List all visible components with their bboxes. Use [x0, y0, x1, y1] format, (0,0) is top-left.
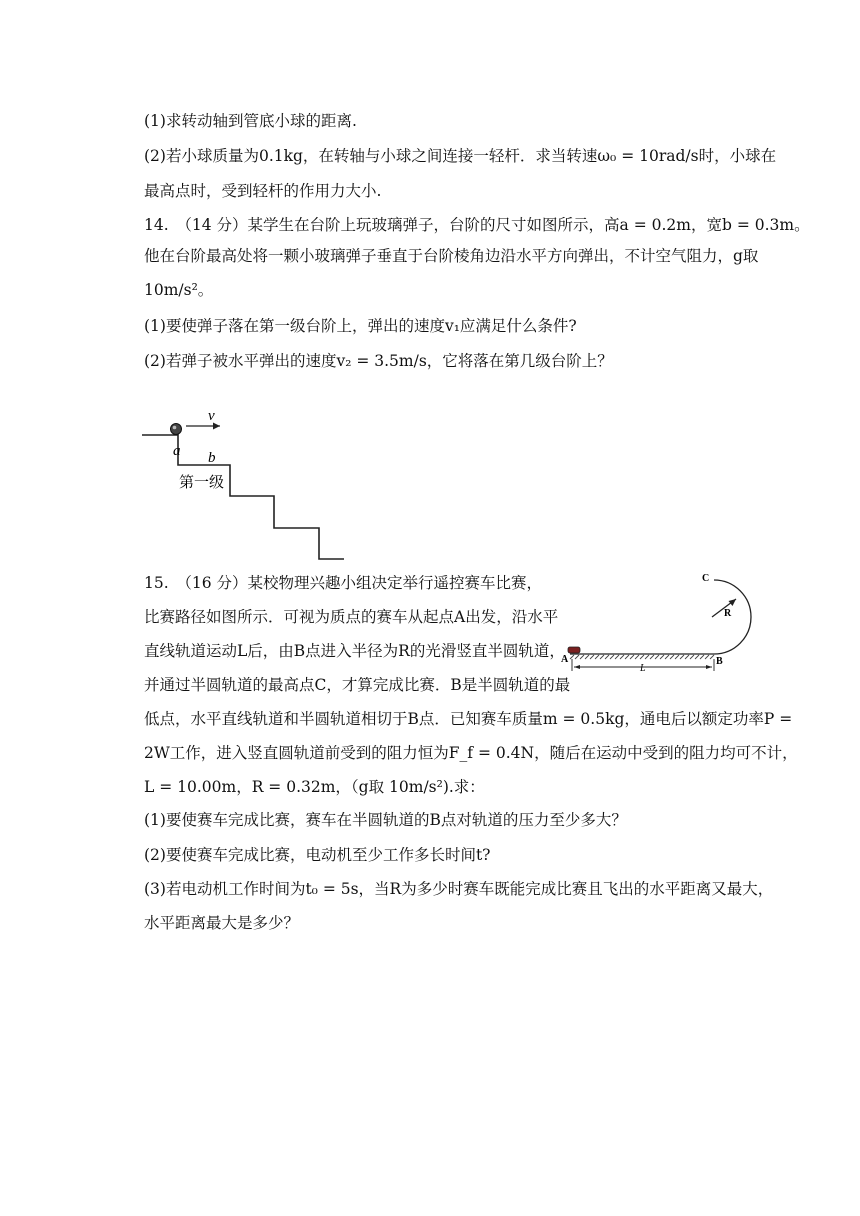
q14-part2: (2)若弹子被水平弹出的速度v₂ = 3.5m/s，它将落在第几级台阶上？ — [144, 352, 613, 370]
q15-stem-cont2: 直线轨道运动L后，由B点进入半径为R的光滑竖直半圆轨道， — [144, 642, 565, 660]
race-car — [568, 647, 580, 653]
q15-stem-cont1: 比赛路径如图所示．可视为质点的赛车从起点A出发，沿水平 — [144, 608, 559, 626]
q14-stem: 14. （14 分）某学生在台阶上玩玻璃弹子，台阶的尺寸如图所示，高a = 0.2m，宽b = 0.3m。 — [144, 216, 810, 234]
label-b: b — [208, 450, 216, 466]
ball — [171, 424, 182, 435]
q14-stem-cont: 他在台阶最高处将一颗小玻璃弹子垂直于台阶棱角边沿水平方向弹出，不计空气阻力，g取 — [144, 247, 759, 265]
label-B: B — [716, 656, 723, 667]
label-a: a — [173, 443, 181, 459]
q15-stem: 15. （16 分）某校物理兴趣小组决定举行遥控赛车比赛， — [144, 574, 543, 592]
q15-stem-cont5: 2W工作，进入竖直圆轨道前受到的阻力恒为F_f = 0.4N，随后在运动中受到的阻力均可不计， — [144, 744, 798, 762]
q15-part2: (2)要使赛车完成比赛，电动机至少工作多长时间t? — [144, 846, 491, 864]
q15-part1: (1)要使赛车完成比赛，赛车在半圆轨道的B点对轨道的压力至少多大？ — [144, 811, 627, 829]
q13-part2: (2)若小球质量为0.1kg，在转轴与小球之间连接一轻杆．求当转速ω₀ = 10rad/s时，小球在 — [144, 147, 777, 165]
q15-stem-cont3: 并通过半圆轨道的最高点C，才算完成比赛．B是半圆轨道的最 — [144, 676, 571, 694]
stairs-figure — [138, 405, 353, 565]
q14-stem-cont2: 10m/s²。 — [144, 281, 214, 299]
label-R: R — [724, 608, 732, 619]
q13-part2-cont: 最高点时，受到轻杆的作用力大小. — [144, 182, 382, 200]
label-first-step: 第一级 — [179, 475, 225, 491]
track-figure — [558, 570, 768, 680]
q13-part1: (1)求转动轴到管底小球的距离. — [144, 112, 357, 130]
semicircle-track — [714, 580, 751, 654]
q15-part3-cont: 水平距离最大是多少？ — [144, 914, 300, 932]
label-L: L — [640, 663, 646, 674]
label-C: C — [702, 573, 710, 584]
label-v: v — [208, 408, 215, 424]
q15-stem-cont4: 低点，水平直线轨道和半圆轨道相切于B点．已知赛车质量m = 0.5kg，通电后以额定功率P = — [144, 710, 793, 728]
q15-stem-cont6: L = 10.00m，R = 0.32m，（g取 10m/s²).求： — [144, 778, 485, 796]
label-A: A — [561, 654, 569, 665]
q14-part1: (1)要使弹子落在第一级台阶上，弹出的速度v₁应满足什么条件? — [144, 317, 577, 335]
q15-part3: (3)若电动机工作时间为t₀ = 5s，当R为多少时赛车既能完成比赛且飞出的水平距离又最大， — [144, 880, 774, 898]
